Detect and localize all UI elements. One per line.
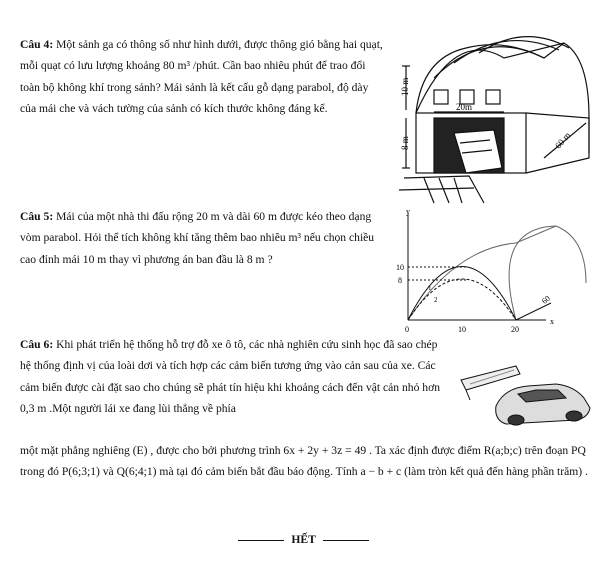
question-5-label: Câu 5: <box>20 210 54 223</box>
question-4-text: Một sảnh ga có thông số như hình dưới, được thông gió bằng hai quạt, mỗi quạt có lưu lượng khoảng 80 m³ /phút. Cần bao nhiêu phút để trao đổi toàn bộ không khí trong sảnh? Mái sảnh là kết cấu gỗ dạng parabol, độ dày của mái che và vách tường của sảnh có kích thước không đáng kể. <box>20 38 383 115</box>
figure-label-20m: 20m <box>456 102 473 112</box>
end-rule-left <box>238 540 284 541</box>
car-parking-drawing <box>456 358 596 430</box>
question-6-text-2: một mặt phẳng nghiêng (E) , được cho bởi phương trình 6x + 2y + 3z = 49 . Ta xác định được điểm R(a;b;c) trên đoạn PQ trong đó P(6;3;1) và Q(6;4;1) mà tại đó cảm biến bắt đầu báo động. Tính a − b + c (làm tròn kết quả đến hàng phần trăm) . <box>20 444 588 479</box>
figure-label-60m: 60 m <box>552 130 573 151</box>
question-5-text: Mái của một nhà thi đấu rộng 20 m và dài 60 m được kéo theo dạng vòm parabol. Hỏi thể tích không khí tăng thêm bao nhiêu m³ nếu chọn chiều cao đỉnh mái 10 m thay vì phương án ban đầu là 8 m ? <box>20 210 375 266</box>
y-axis-label: y <box>406 208 410 216</box>
parabola-roof-drawing <box>396 208 596 338</box>
question-6-text-1: Khi phát triển hệ thống hỗ trợ đỗ xe ô tô, các nhà nghiên cứu sinh học đã sao chép hệ thống định vị của loài dơi và tích hợp các cảm biến tương ứng vào cản sau của xe. Các cảm biến được cài đặt sao cho chúng sẽ phát tín hiệu khi khoảng cách đến vật cản nhỏ hơn 0,3 m .Một người lái xe đang lùi thẳng về phía <box>20 338 441 415</box>
y-tick-10: 10 <box>396 263 404 272</box>
figure-label-8m: 8 m <box>400 136 410 150</box>
y-tick-8: 8 <box>398 276 402 285</box>
question-6-continued <box>20 440 588 483</box>
x-axis-label: x <box>550 317 554 326</box>
origin-label: 0 <box>405 325 409 334</box>
end-rule-right <box>323 540 369 541</box>
car-parking-figure <box>456 358 596 430</box>
curve-label-2: 2 <box>434 296 438 304</box>
question-6 <box>20 334 445 419</box>
end-text: HẾT <box>291 533 316 546</box>
question-6-label: Câu 6: <box>20 338 54 351</box>
parabola-roof-figure <box>396 208 596 338</box>
figure-label-10m: 10 m <box>400 77 410 96</box>
x-tick-10: 10 <box>458 325 466 334</box>
end-marker <box>0 533 607 546</box>
question-4 <box>20 34 385 119</box>
curve-label-1: 1 <box>428 284 432 292</box>
question-4-label: Câu 4: <box>20 38 54 51</box>
question-5 <box>20 206 390 270</box>
station-hall-drawing <box>394 18 594 208</box>
station-hall-figure <box>394 18 594 208</box>
x-tick-20: 20 <box>511 325 519 334</box>
length-label-60: 60 <box>539 293 552 306</box>
